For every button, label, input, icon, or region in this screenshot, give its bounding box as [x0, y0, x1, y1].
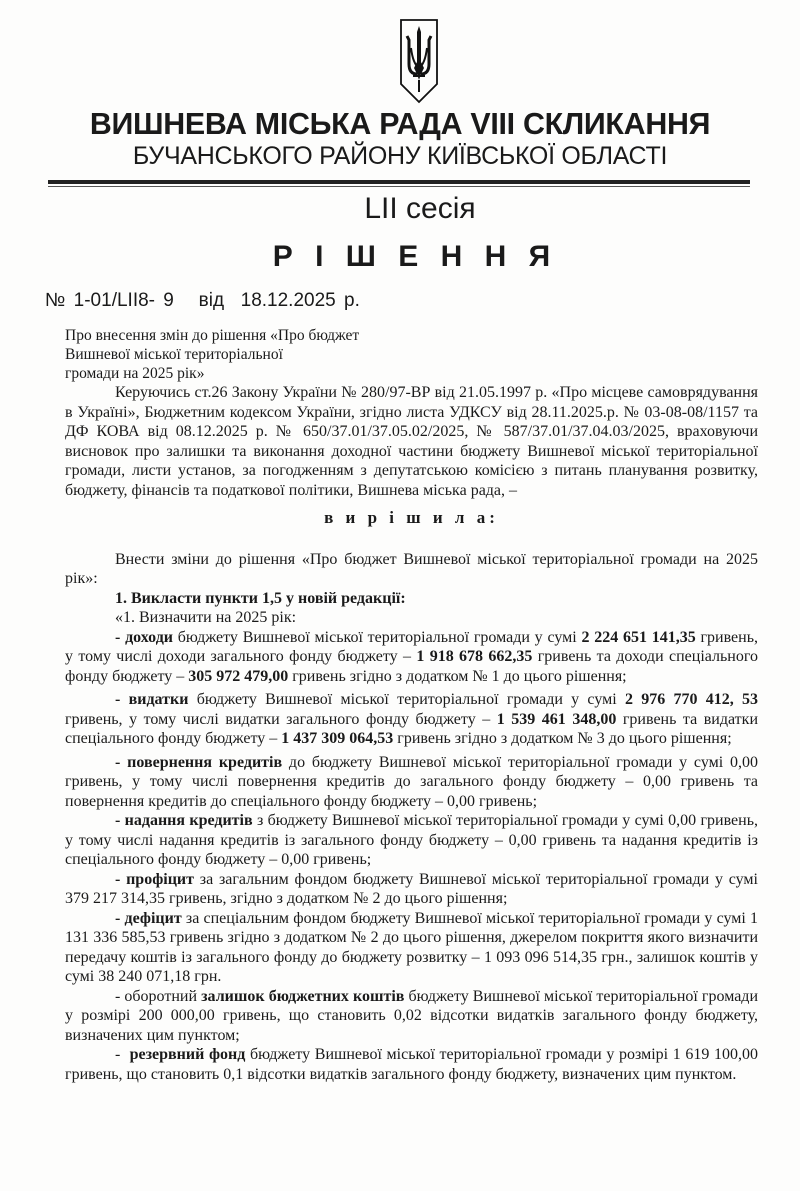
clause-reserve [65, 1045, 758, 1084]
clause-text: гривень, у тому числі видатки загального фонду бюджету – [65, 710, 497, 728]
clause-label: - надання кредитів [115, 812, 253, 829]
clause-loan-issue [65, 811, 758, 870]
amount: 1 918 678 662,35 [416, 648, 533, 665]
header-divider-thin [48, 186, 750, 187]
clause-text: гривень та доходи спеціального фонду бюджету – [65, 648, 759, 685]
clause-text: гривень та видатки спеціального фонду бюджету – [65, 710, 759, 747]
clause-surplus [65, 870, 758, 909]
clause-deficit [65, 909, 758, 987]
clause-text: бюджету Вишневої міської територіальної громади у сумі [173, 628, 582, 646]
council-subtitle: БУЧАНСЬКОГО РАЙОНУ КИЇВСЬКОЇ ОБЛАСТІ [132, 142, 668, 170]
item1-sub: «1. Визначити на 2025 рік: [115, 609, 297, 626]
subject-line: громади на 2025 рік» [65, 365, 205, 382]
decision-subject [65, 326, 359, 383]
subject-line: Вишневої міської територіальної [65, 346, 283, 363]
clause-text: гривень згідно з додатком № 3 до цього рішення; [393, 730, 732, 747]
clause-text: з бюджету Вишневої міської територіальної громади у сумі 0,00 гривень, у тому числі надання кредитів із загального фонду бюджету – 0,00 гривень та надання кредитів із спеціального фонду бюджету – 0,00 гривень; [65, 812, 758, 868]
clause-text: до бюджету Вишневої міської територіальної громади у сумі 0,00 гривень, у тому числі повернення кредитів до загального фонду бюджету – 0,00 гривень та повернення кредитів до спеціального фонду бюджету – 0,00 гривень; [65, 753, 759, 810]
session-label: LII сесія [364, 192, 476, 225]
clause-label: - видатки [115, 691, 189, 708]
clause-text: за спеціальним фондом бюджету Вишневої міської територіальної громади у сумі 1 131 336 585,53 гривень згідно з додатком № 2 до цього рішення, джерелом покриття якого визначити передачу коштів із загального фонду до бюджету розвитку – 1 093 096 514,35 грн., залишок коштів у сумі 38 240 071,18 грн. [65, 909, 759, 985]
amount: 1 437 309 064,53 [281, 730, 394, 747]
clause-label: - доходи [115, 628, 174, 646]
clause-loan-return [65, 753, 758, 812]
clause-text: бюджету Вишневої міської територіальної громади у розмірі 1 619 100,00 гривень, що становить 0,1 відсотки видатків загального фонду бюджету, визначених цим пунктом. [65, 1046, 758, 1083]
clause-prefix: - оборотний [115, 987, 202, 1005]
intro-paragraph: Внести зміни до рішення «Про бюджет Вишневої міської територіальної громади на 2025 рік»: [65, 550, 758, 587]
amount: 305 972 479,00 [188, 667, 289, 685]
subject-line: Про внесення змін до рішення «Про бюджет [65, 327, 360, 344]
coat-of-arms-icon [399, 18, 439, 104]
clause-text: за загальним фондом бюджету Вишневої міської територіальної громади у сумі 379 217 314,35 гривень, згідно з додатком № 2 до цього рішення; [65, 870, 758, 907]
amount: 2 224 651 141,35 [581, 628, 696, 646]
header-divider [48, 180, 750, 184]
clause-expenses [65, 690, 758, 749]
clause-prefix: - [115, 1046, 130, 1063]
clause-label: резервний фонд [129, 1046, 246, 1063]
clause-working-balance [65, 987, 758, 1046]
item1-heading-text: 1. Викласти пункти 1,5 у новій редакції: [115, 589, 406, 607]
resolved-heading: в и р і ш и л а: [324, 508, 499, 527]
clause-text: гривень, у тому числі доходи загального фонду бюджету – [65, 628, 759, 665]
document-body [65, 383, 758, 1084]
clause-label: - повернення кредитів [115, 753, 283, 771]
item1-heading [65, 589, 758, 609]
preamble: Керуючись ст.26 Закону України № 280/97-ВР від 21.05.1997 р. «Про місцеве самоврядування в Україні», Бюджетним кодексом України, згідно листа УДКСУ від 28.11.2025.р. № 03-08-08/1157 та ДФ КОВА від 08.12.2025 р. № 650/37.01/37.05.02/2025, № 587/37.01/37.04.03/2025, враховуючи висновок про залишки та виконання доходної частини бюджету Вишневої міської територіальної громади, листи установ, за погодженням з депутатською комісією з питань планування розвитку, бюджету, фінансів та податкової політики, Вишнева міська рада, – [65, 384, 758, 499]
amount: 1 539 461 348,00 [496, 710, 617, 728]
clause-label: - профіцит [115, 870, 195, 888]
document-type: Р І Ш Е Н Н Я [272, 240, 558, 273]
council-title: ВИШНЕВА МІСЬКА РАДА VIII СКЛИКАННЯ [89, 106, 711, 141]
clause-text: бюджету Вишневої міської територіальної громади у розмірі 200 000,00 гривень, що становить 0,02 відсотки видатків загального фонду бюджету, визначених цим пунктом; [65, 987, 759, 1044]
clause-income [65, 628, 758, 687]
clause-label: залишок бюджетних коштів [201, 987, 405, 1005]
amount: 2 976 770 412, 53 [624, 691, 758, 708]
clause-text: бюджету Вишневої міської територіальної громади у сумі [188, 691, 625, 708]
clause-text: гривень згідно з додатком № 1 до цього рішення; [288, 667, 627, 685]
clause-label: - дефіцит [115, 909, 182, 927]
decision-number: № 1-01/LII8- 9 від 18.12.2025 р. [45, 290, 360, 311]
